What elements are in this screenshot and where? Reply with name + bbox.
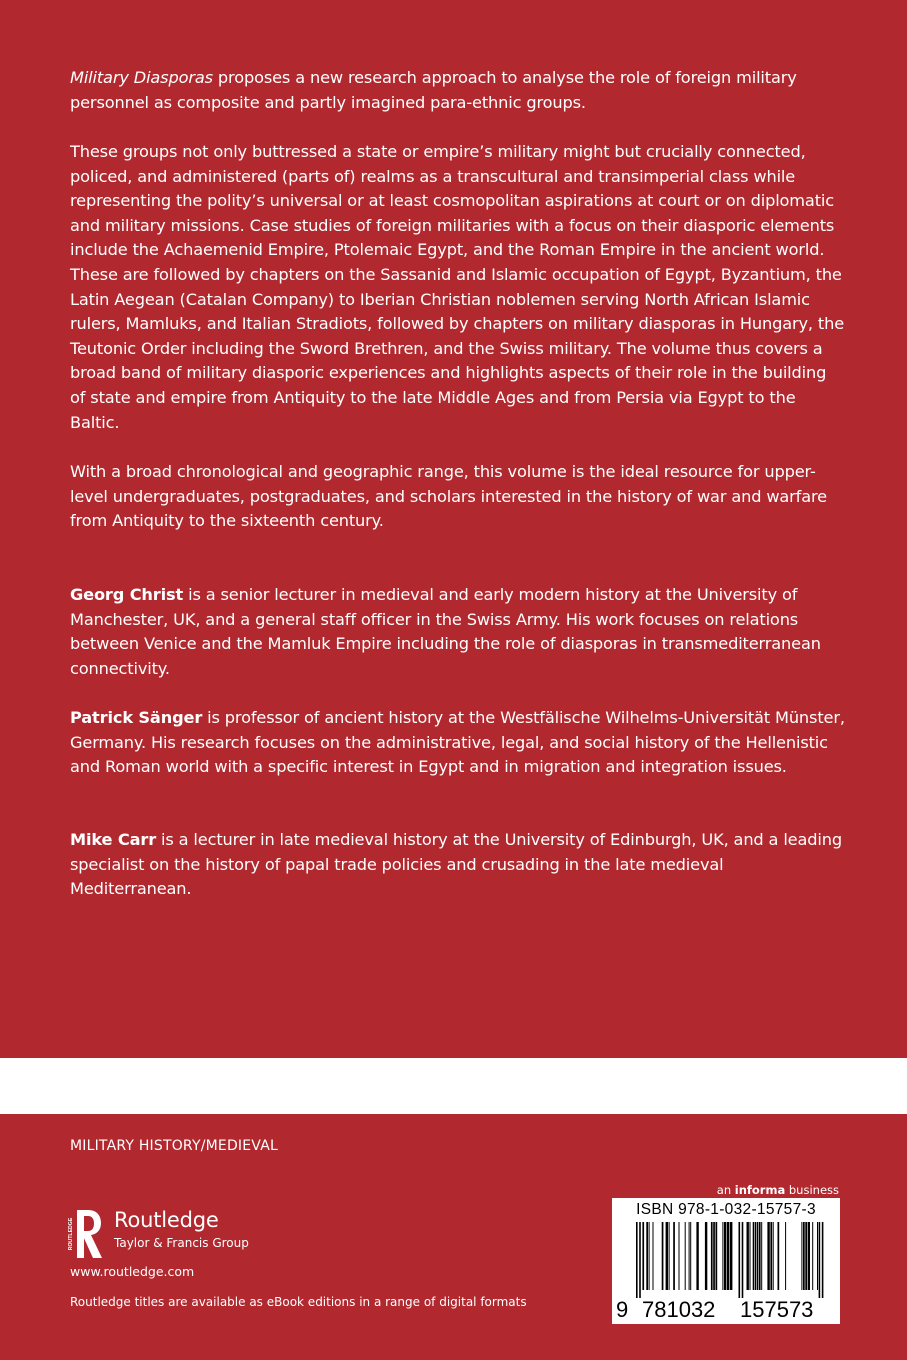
barcode-bar [819, 1222, 821, 1298]
barcode-bar [742, 1222, 744, 1298]
barcode-bar [639, 1222, 641, 1298]
author-name: Georg Christ [70, 585, 184, 604]
ebook-availability-note: Routledge titles are available as eBook editions in a range of digital formats [70, 1295, 527, 1309]
barcode-bar [759, 1222, 761, 1290]
barcode-bar [685, 1222, 686, 1290]
publisher-logo [68, 1206, 258, 1262]
barcode-bar [785, 1222, 786, 1290]
informa-brand: informa [734, 1183, 786, 1197]
barcode-bar [778, 1222, 780, 1290]
barcode-bar [770, 1222, 772, 1290]
barcode-bar [773, 1222, 774, 1290]
barcode-bar [812, 1222, 813, 1290]
author-bio-saenger [70, 706, 846, 780]
barcode-bar [803, 1222, 805, 1290]
publisher-name: Routledge [114, 1208, 219, 1232]
logo-mark-text: ROUTLEDGE [68, 1217, 74, 1251]
barcode-bar [761, 1222, 762, 1290]
barcode-bar [724, 1222, 726, 1290]
informa-suffix: business [785, 1183, 839, 1197]
book-title-italic: Military Diasporas [70, 68, 213, 87]
author-bio-christ [70, 583, 846, 681]
publisher-tagline: Taylor & Francis Group [114, 1236, 249, 1250]
barcode-bar [669, 1222, 670, 1290]
barcode-bar [696, 1222, 698, 1290]
barcode-bar [646, 1222, 648, 1290]
informa-prefix: an [716, 1183, 735, 1197]
barcode-bar [649, 1222, 650, 1290]
barcode-digits [612, 1297, 840, 1323]
barcode-bar [727, 1222, 729, 1290]
intro-paragraph [70, 66, 846, 115]
back-cover-footer [0, 1114, 907, 1360]
barcode-digit-group: 157573 [740, 1297, 814, 1322]
intro-text: proposes a new research approach to analyse the role of foreign military personnel as composite and partly imagined para-ethnic groups. [70, 68, 797, 112]
barcode-bar [730, 1222, 732, 1290]
barcode-bar [801, 1222, 802, 1290]
barcode-bar [705, 1222, 707, 1290]
isbn-barcode [612, 1198, 840, 1324]
author-name: Patrick Sänger [70, 708, 203, 727]
barcode-bar [757, 1222, 759, 1290]
barcode-bar [673, 1222, 675, 1290]
author-name: Mike Carr [70, 830, 157, 849]
barcode-bar [642, 1222, 644, 1290]
barcode-bar [662, 1222, 664, 1290]
isbn-label: ISBN 978-1-032-15757-3 [636, 1201, 816, 1218]
barcode-bar [755, 1222, 756, 1290]
barcode-bar [808, 1222, 810, 1290]
author-bio-text: is a lecturer in late medieval history at the University of Edinburgh, UK, and a leading specialist on the history of papal trade policies and crusading in the late medieval Mediterranean. [70, 830, 842, 899]
barcode-bar [739, 1222, 741, 1298]
author-bio-text: is a senior lecturer in medieval and early modern history at the University of Manchester, UK, and a general staff officer in the Swiss Army. His work focuses on relations between Venice and the Mamluk Empire including the role of diasporas in transmediterranean connectivity. [70, 585, 821, 678]
publisher-website-link[interactable]: www.routledge.com [70, 1264, 195, 1279]
barcode-icon [618, 1222, 834, 1298]
author-bio-text: is professor of ancient history at the Westfälische Wilhelms-Universität Münster, Germany. His research focuses on the administrative, legal, and social history of the Hellenistic and Roman world with a specific interest in Egypt and in migration and integration issues. [70, 708, 845, 777]
subject-category: MILITARY HISTORY/MEDIEVAL [70, 1138, 278, 1154]
barcode-digit-group: 9 [616, 1297, 629, 1322]
barcode-bar [753, 1222, 755, 1290]
barcode-bar [767, 1222, 769, 1290]
barcode-bar [747, 1222, 749, 1290]
barcode-bar [690, 1222, 691, 1290]
informa-business-line [717, 1183, 839, 1197]
white-divider-band [0, 1058, 907, 1114]
summary-paragraph: These groups not only buttressed a state or empire’s military might but crucially connected, policed, and administered (parts of) realms as a transcultural and transimperial class while representing the polity’s universal or at least cosmopolitan aspirations at court or on diplomatic and military missions. Case studies of foreign militaries with a focus on their diasporic elements include the Achaemenid Empire, Ptolemaic Egypt, and the Roman Empire in the ancient world. These are followed by chapters on the Sassanid and Islamic occupation of Egypt, Byzantium, the Latin Aegean (Catalan Company) to Iberian Christian noblemen serving North African Islamic rulers, Mamluks, and Italian Stradiots, followed by chapters on military diasporas in Hungary, the Teutonic Order including the Sword Brethren, and the Swiss military. The volume thus covers a broad band of military diasporic experiences and highlights aspects of their role in the building of state and empire from Antiquity to the late Middle Ages and from Persia via Egypt to the Baltic. [70, 142, 845, 432]
barcode-bar [679, 1222, 680, 1290]
barcode-bar [666, 1222, 668, 1290]
barcode-bar [817, 1222, 818, 1290]
barcode-bar [711, 1222, 713, 1290]
barcode-bar [689, 1222, 690, 1290]
barcode-bar [713, 1222, 715, 1290]
audience-paragraph: With a broad chronological and geographic range, this volume is the ideal resource for upper-level undergraduates, postgraduates, and scholars interested in the history of war and warfare from Antiquity to the sixteenth century. [70, 462, 827, 531]
author-bio-carr [70, 828, 846, 902]
barcode-digit-group: 781032 [642, 1297, 716, 1322]
barcode-bar [805, 1222, 807, 1290]
routledge-logo-icon [68, 1206, 104, 1262]
barcode-bar [716, 1222, 718, 1290]
barcode-bar [722, 1222, 723, 1290]
barcode-bar [636, 1222, 638, 1298]
barcode-bar [822, 1222, 824, 1298]
barcode-bar [750, 1222, 751, 1290]
barcode-bar [653, 1222, 654, 1290]
